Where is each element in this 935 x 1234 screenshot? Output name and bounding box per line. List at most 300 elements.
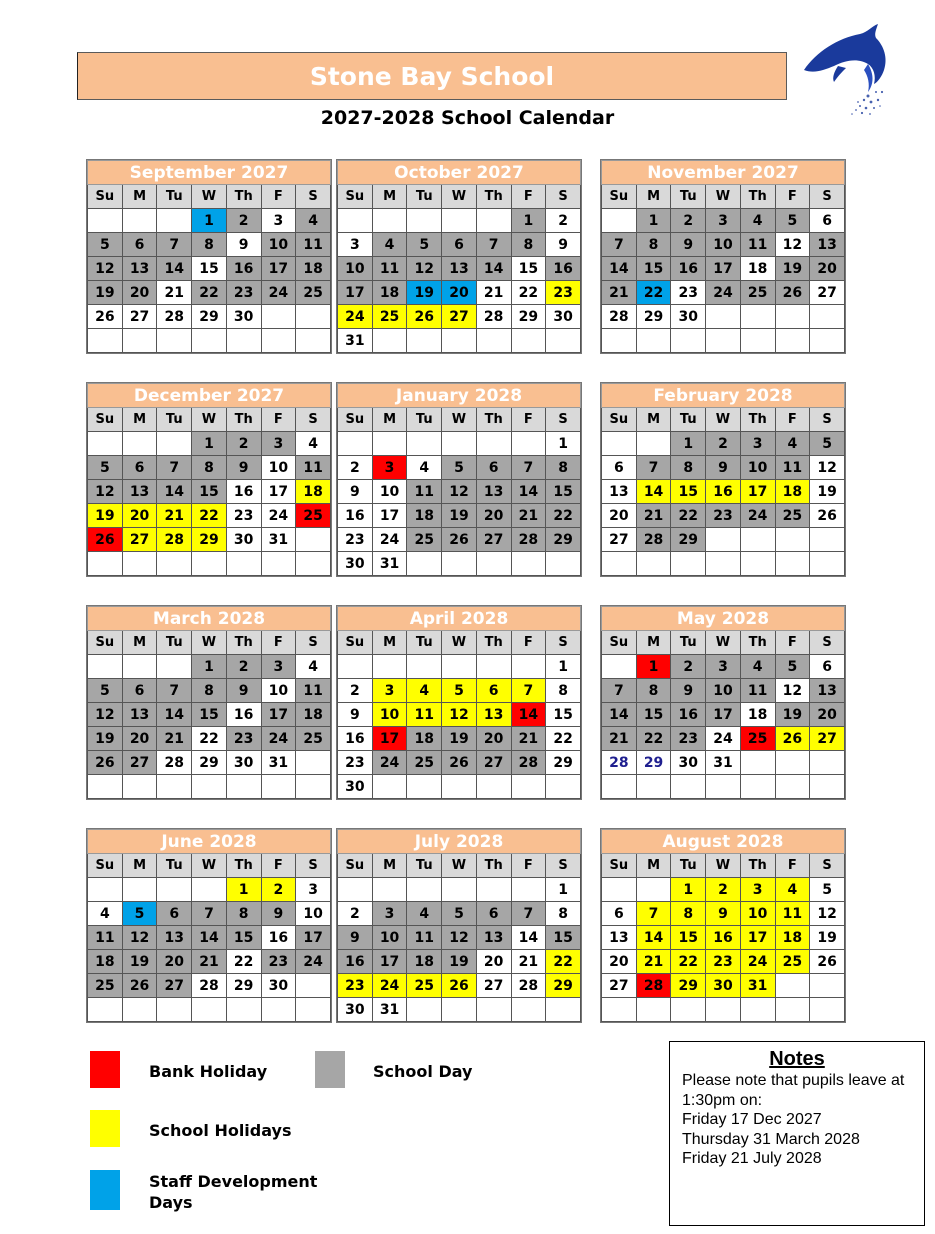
- day-cell: 29: [192, 751, 227, 775]
- day-cell: 7: [192, 902, 227, 926]
- weekday-header: Su: [88, 854, 123, 878]
- day-cell: 28: [602, 305, 637, 329]
- empty-cell: [157, 432, 192, 456]
- empty-cell: [157, 209, 192, 233]
- day-cell: 24: [740, 504, 775, 528]
- weekday-header: Th: [476, 631, 511, 655]
- day-cell: 23: [706, 950, 741, 974]
- weekday-header: Tu: [157, 408, 192, 432]
- empty-cell: [775, 528, 810, 552]
- day-cell: 27: [602, 974, 637, 998]
- day-cell: 6: [602, 902, 637, 926]
- day-cell: 1: [192, 432, 227, 456]
- day-cell: 16: [226, 257, 261, 281]
- weekday-header: S: [546, 185, 581, 209]
- day-cell: 30: [338, 998, 373, 1022]
- empty-cell: [407, 552, 442, 576]
- day-cell: 13: [476, 926, 511, 950]
- empty-cell: [775, 552, 810, 576]
- empty-cell: [296, 528, 331, 552]
- empty-cell: [546, 998, 581, 1022]
- day-cell: 25: [88, 974, 123, 998]
- day-cell: 26: [88, 528, 123, 552]
- empty-cell: [740, 305, 775, 329]
- empty-cell: [442, 432, 477, 456]
- day-cell: 9: [671, 233, 706, 257]
- empty-cell: [546, 775, 581, 799]
- day-cell: 15: [192, 480, 227, 504]
- day-cell: 22: [671, 504, 706, 528]
- empty-cell: [442, 655, 477, 679]
- day-cell: 8: [546, 456, 581, 480]
- day-cell: 25: [296, 727, 331, 751]
- empty-cell: [511, 329, 546, 353]
- day-cell: 5: [88, 233, 123, 257]
- day-cell: 5: [88, 679, 123, 703]
- weekday-header: Tu: [407, 854, 442, 878]
- day-cell: 7: [511, 902, 546, 926]
- day-cell: 9: [338, 480, 373, 504]
- empty-cell: [636, 432, 671, 456]
- weekday-header: W: [706, 185, 741, 209]
- day-cell: 11: [88, 926, 123, 950]
- day-cell: 29: [671, 528, 706, 552]
- day-cell: 18: [296, 703, 331, 727]
- day-cell: 30: [226, 528, 261, 552]
- legend-label-staff-development: Staff Development Days: [149, 1172, 318, 1212]
- day-cell: 10: [296, 902, 331, 926]
- day-cell: 4: [407, 902, 442, 926]
- day-cell: 12: [442, 703, 477, 727]
- day-cell: 12: [88, 703, 123, 727]
- day-cell: 22: [546, 504, 581, 528]
- day-cell: 27: [476, 974, 511, 998]
- day-cell: 25: [740, 727, 775, 751]
- day-cell: 12: [88, 257, 123, 281]
- empty-cell: [296, 974, 331, 998]
- day-cell: 22: [636, 727, 671, 751]
- empty-cell: [775, 775, 810, 799]
- weekday-header: M: [122, 408, 157, 432]
- day-cell: 28: [511, 974, 546, 998]
- day-cell: 3: [740, 432, 775, 456]
- day-cell: 15: [671, 480, 706, 504]
- empty-cell: [296, 751, 331, 775]
- weekday-header: W: [192, 631, 227, 655]
- day-cell: 17: [261, 480, 296, 504]
- weekday-header: F: [775, 408, 810, 432]
- day-cell: 13: [442, 257, 477, 281]
- day-cell: 29: [671, 974, 706, 998]
- weekday-header: F: [775, 854, 810, 878]
- empty-cell: [511, 998, 546, 1022]
- empty-cell: [602, 775, 637, 799]
- weekday-header: W: [192, 185, 227, 209]
- day-cell: 1: [671, 432, 706, 456]
- day-cell: 11: [407, 480, 442, 504]
- empty-cell: [602, 552, 637, 576]
- weekday-header: M: [122, 631, 157, 655]
- empty-cell: [122, 878, 157, 902]
- empty-cell: [296, 998, 331, 1022]
- empty-cell: [122, 655, 157, 679]
- day-cell: 22: [546, 950, 581, 974]
- weekday-header: Su: [602, 408, 637, 432]
- empty-cell: [476, 432, 511, 456]
- month-name: January 2028: [338, 384, 581, 408]
- day-cell: 18: [407, 504, 442, 528]
- weekday-header: F: [511, 185, 546, 209]
- month-calendar: [336, 382, 582, 577]
- day-cell: 12: [407, 257, 442, 281]
- empty-cell: [810, 528, 845, 552]
- day-cell: 15: [226, 926, 261, 950]
- month-name: March 2028: [88, 607, 331, 631]
- weekday-header: Su: [88, 631, 123, 655]
- day-cell: 24: [372, 751, 407, 775]
- day-cell: 15: [511, 257, 546, 281]
- day-cell: 10: [706, 679, 741, 703]
- empty-cell: [775, 998, 810, 1022]
- day-cell: 2: [338, 456, 373, 480]
- month-calendar: [600, 828, 846, 1023]
- empty-cell: [706, 329, 741, 353]
- day-cell: 31: [261, 528, 296, 552]
- day-cell: 7: [511, 456, 546, 480]
- day-cell: 18: [296, 257, 331, 281]
- notes-intro: Please note that pupils leave at 1:30pm on:: [682, 1072, 905, 1109]
- day-cell: 10: [372, 480, 407, 504]
- weekday-header: Th: [476, 854, 511, 878]
- day-cell: 24: [706, 727, 741, 751]
- day-cell: 9: [706, 456, 741, 480]
- day-cell: 4: [740, 655, 775, 679]
- day-cell: 31: [372, 998, 407, 1022]
- day-cell: 24: [261, 727, 296, 751]
- empty-cell: [476, 775, 511, 799]
- day-cell: 1: [636, 209, 671, 233]
- day-cell: 22: [192, 727, 227, 751]
- day-cell: 13: [602, 480, 637, 504]
- day-cell: 10: [740, 456, 775, 480]
- day-cell: 3: [372, 679, 407, 703]
- month-name: November 2027: [602, 161, 845, 185]
- empty-cell: [88, 209, 123, 233]
- day-cell: 23: [671, 281, 706, 305]
- day-cell: 21: [636, 950, 671, 974]
- day-cell: 3: [740, 878, 775, 902]
- empty-cell: [740, 552, 775, 576]
- day-cell: 25: [372, 305, 407, 329]
- day-cell: 13: [810, 233, 845, 257]
- empty-cell: [122, 209, 157, 233]
- day-cell: 2: [706, 878, 741, 902]
- weekday-header: W: [192, 854, 227, 878]
- day-cell: 28: [157, 528, 192, 552]
- day-cell: 2: [338, 902, 373, 926]
- day-cell: 7: [602, 233, 637, 257]
- day-cell: 4: [775, 878, 810, 902]
- empty-cell: [226, 329, 261, 353]
- weekday-header: F: [775, 631, 810, 655]
- empty-cell: [122, 775, 157, 799]
- weekday-header: W: [706, 631, 741, 655]
- empty-cell: [88, 655, 123, 679]
- day-cell: 21: [511, 504, 546, 528]
- day-cell: 17: [296, 926, 331, 950]
- day-cell: 1: [546, 432, 581, 456]
- day-cell: 27: [157, 974, 192, 998]
- day-cell: 1: [511, 209, 546, 233]
- day-cell: 14: [157, 257, 192, 281]
- empty-cell: [261, 552, 296, 576]
- day-cell: 19: [775, 257, 810, 281]
- day-cell: 6: [122, 233, 157, 257]
- weekday-header: Su: [338, 631, 373, 655]
- weekday-header: M: [636, 408, 671, 432]
- day-cell: 24: [740, 950, 775, 974]
- empty-cell: [157, 775, 192, 799]
- day-cell: 14: [157, 480, 192, 504]
- day-cell: 4: [296, 209, 331, 233]
- empty-cell: [122, 432, 157, 456]
- day-cell: 6: [122, 679, 157, 703]
- day-cell: 7: [476, 233, 511, 257]
- day-cell: 20: [476, 727, 511, 751]
- day-cell: 27: [810, 727, 845, 751]
- day-cell: 7: [636, 902, 671, 926]
- day-cell: 22: [511, 281, 546, 305]
- day-cell: 20: [810, 703, 845, 727]
- weekday-header: M: [636, 631, 671, 655]
- empty-cell: [810, 775, 845, 799]
- weekday-header: Tu: [157, 854, 192, 878]
- day-cell: 17: [261, 257, 296, 281]
- day-cell: 31: [372, 552, 407, 576]
- day-cell: 23: [338, 974, 373, 998]
- day-cell: 25: [407, 528, 442, 552]
- empty-cell: [226, 998, 261, 1022]
- empty-cell: [810, 751, 845, 775]
- weekday-header: Th: [226, 631, 261, 655]
- day-cell: 11: [740, 679, 775, 703]
- empty-cell: [372, 878, 407, 902]
- day-cell: 14: [511, 703, 546, 727]
- day-cell: 3: [261, 209, 296, 233]
- notes-date: Friday 21 July 2028: [682, 1150, 822, 1167]
- day-cell: 16: [706, 480, 741, 504]
- empty-cell: [442, 329, 477, 353]
- day-cell: 15: [192, 257, 227, 281]
- day-cell: 20: [810, 257, 845, 281]
- day-cell: 30: [671, 305, 706, 329]
- day-cell: 17: [706, 703, 741, 727]
- day-cell: 28: [192, 974, 227, 998]
- day-cell: 24: [296, 950, 331, 974]
- day-cell: 8: [546, 902, 581, 926]
- weekday-header: S: [546, 854, 581, 878]
- weekday-header: M: [372, 185, 407, 209]
- day-cell: 15: [636, 257, 671, 281]
- day-cell: 19: [88, 281, 123, 305]
- day-cell: 11: [775, 902, 810, 926]
- day-cell: 11: [775, 456, 810, 480]
- day-cell: 18: [407, 727, 442, 751]
- empty-cell: [192, 878, 227, 902]
- day-cell: 6: [476, 679, 511, 703]
- weekday-header: Th: [740, 185, 775, 209]
- day-cell: 19: [442, 950, 477, 974]
- legend-label-bank-holiday: Bank Holiday: [149, 1062, 268, 1081]
- day-cell: 5: [442, 456, 477, 480]
- day-cell: 27: [122, 305, 157, 329]
- day-cell: 2: [546, 209, 581, 233]
- day-cell: 16: [226, 703, 261, 727]
- day-cell: 2: [671, 655, 706, 679]
- empty-cell: [602, 329, 637, 353]
- empty-cell: [407, 329, 442, 353]
- day-cell: 28: [157, 305, 192, 329]
- day-cell: 31: [706, 751, 741, 775]
- day-cell: 17: [706, 257, 741, 281]
- weekday-header: W: [442, 854, 477, 878]
- day-cell: 24: [706, 281, 741, 305]
- day-cell: 27: [476, 751, 511, 775]
- day-cell: 8: [546, 679, 581, 703]
- empty-cell: [636, 775, 671, 799]
- day-cell: 21: [157, 504, 192, 528]
- day-cell: 14: [511, 926, 546, 950]
- day-cell: 13: [122, 257, 157, 281]
- day-cell: 12: [122, 926, 157, 950]
- empty-cell: [740, 751, 775, 775]
- day-cell: 8: [671, 456, 706, 480]
- notes-title: Notes: [769, 1048, 825, 1070]
- empty-cell: [261, 998, 296, 1022]
- day-cell: 26: [442, 528, 477, 552]
- day-cell: 24: [372, 528, 407, 552]
- weekday-header: F: [775, 185, 810, 209]
- weekday-header: Su: [88, 408, 123, 432]
- day-cell: 12: [442, 926, 477, 950]
- day-cell: 10: [261, 233, 296, 257]
- empty-cell: [407, 432, 442, 456]
- day-cell: 4: [407, 456, 442, 480]
- empty-cell: [122, 552, 157, 576]
- empty-cell: [88, 329, 123, 353]
- weekday-header: S: [810, 631, 845, 655]
- day-cell: 17: [740, 926, 775, 950]
- day-cell: 3: [338, 233, 373, 257]
- empty-cell: [88, 998, 123, 1022]
- day-cell: 9: [261, 902, 296, 926]
- day-cell: 17: [740, 480, 775, 504]
- day-cell: 15: [546, 926, 581, 950]
- month-name: October 2027: [338, 161, 581, 185]
- day-cell: 19: [442, 504, 477, 528]
- day-cell: 27: [476, 528, 511, 552]
- day-cell: 15: [546, 703, 581, 727]
- day-cell: 21: [511, 950, 546, 974]
- empty-cell: [636, 998, 671, 1022]
- month-name: February 2028: [602, 384, 845, 408]
- day-cell: 12: [775, 679, 810, 703]
- month-name: August 2028: [602, 830, 845, 854]
- day-cell: 24: [261, 504, 296, 528]
- day-cell: 11: [296, 233, 331, 257]
- weekday-header: W: [706, 854, 741, 878]
- empty-cell: [602, 878, 637, 902]
- day-cell: 29: [546, 528, 581, 552]
- day-cell: 4: [407, 679, 442, 703]
- weekday-header: Su: [602, 631, 637, 655]
- day-cell: 11: [407, 703, 442, 727]
- empty-cell: [338, 878, 373, 902]
- day-cell: 29: [636, 751, 671, 775]
- day-cell: 7: [157, 456, 192, 480]
- weekday-header: Th: [740, 408, 775, 432]
- empty-cell: [602, 655, 637, 679]
- empty-cell: [775, 329, 810, 353]
- day-cell: 8: [636, 233, 671, 257]
- day-cell: 25: [407, 974, 442, 998]
- empty-cell: [602, 998, 637, 1022]
- empty-cell: [192, 775, 227, 799]
- day-cell: 5: [407, 233, 442, 257]
- day-cell: 13: [122, 480, 157, 504]
- day-cell: 21: [192, 950, 227, 974]
- day-cell: 16: [671, 703, 706, 727]
- empty-cell: [706, 998, 741, 1022]
- empty-cell: [157, 655, 192, 679]
- weekday-header: M: [122, 854, 157, 878]
- day-cell: 23: [546, 281, 581, 305]
- notes-date: Thursday 31 March 2028: [682, 1130, 860, 1148]
- day-cell: 20: [602, 504, 637, 528]
- day-cell: 8: [226, 902, 261, 926]
- month-name: May 2028: [602, 607, 845, 631]
- empty-cell: [511, 432, 546, 456]
- weekday-header: Th: [226, 185, 261, 209]
- day-cell: 23: [226, 504, 261, 528]
- day-cell: 23: [261, 950, 296, 974]
- day-cell: 26: [775, 727, 810, 751]
- day-cell: 15: [192, 703, 227, 727]
- empty-cell: [706, 528, 741, 552]
- empty-cell: [511, 552, 546, 576]
- day-cell: 16: [338, 950, 373, 974]
- day-cell: 17: [372, 950, 407, 974]
- day-cell: 3: [706, 209, 741, 233]
- day-cell: 25: [740, 281, 775, 305]
- weekday-header: M: [372, 631, 407, 655]
- day-cell: 25: [296, 281, 331, 305]
- weekday-header: Tu: [671, 631, 706, 655]
- empty-cell: [602, 432, 637, 456]
- notes-box: [669, 1041, 925, 1226]
- weekday-header: W: [442, 408, 477, 432]
- month-calendar: [600, 159, 846, 354]
- day-cell: 25: [296, 504, 331, 528]
- day-cell: 9: [226, 456, 261, 480]
- empty-cell: [636, 878, 671, 902]
- day-cell: 4: [296, 655, 331, 679]
- day-cell: 14: [192, 926, 227, 950]
- day-cell: 21: [157, 727, 192, 751]
- weekday-header: F: [261, 631, 296, 655]
- empty-cell: [442, 552, 477, 576]
- day-cell: 29: [511, 305, 546, 329]
